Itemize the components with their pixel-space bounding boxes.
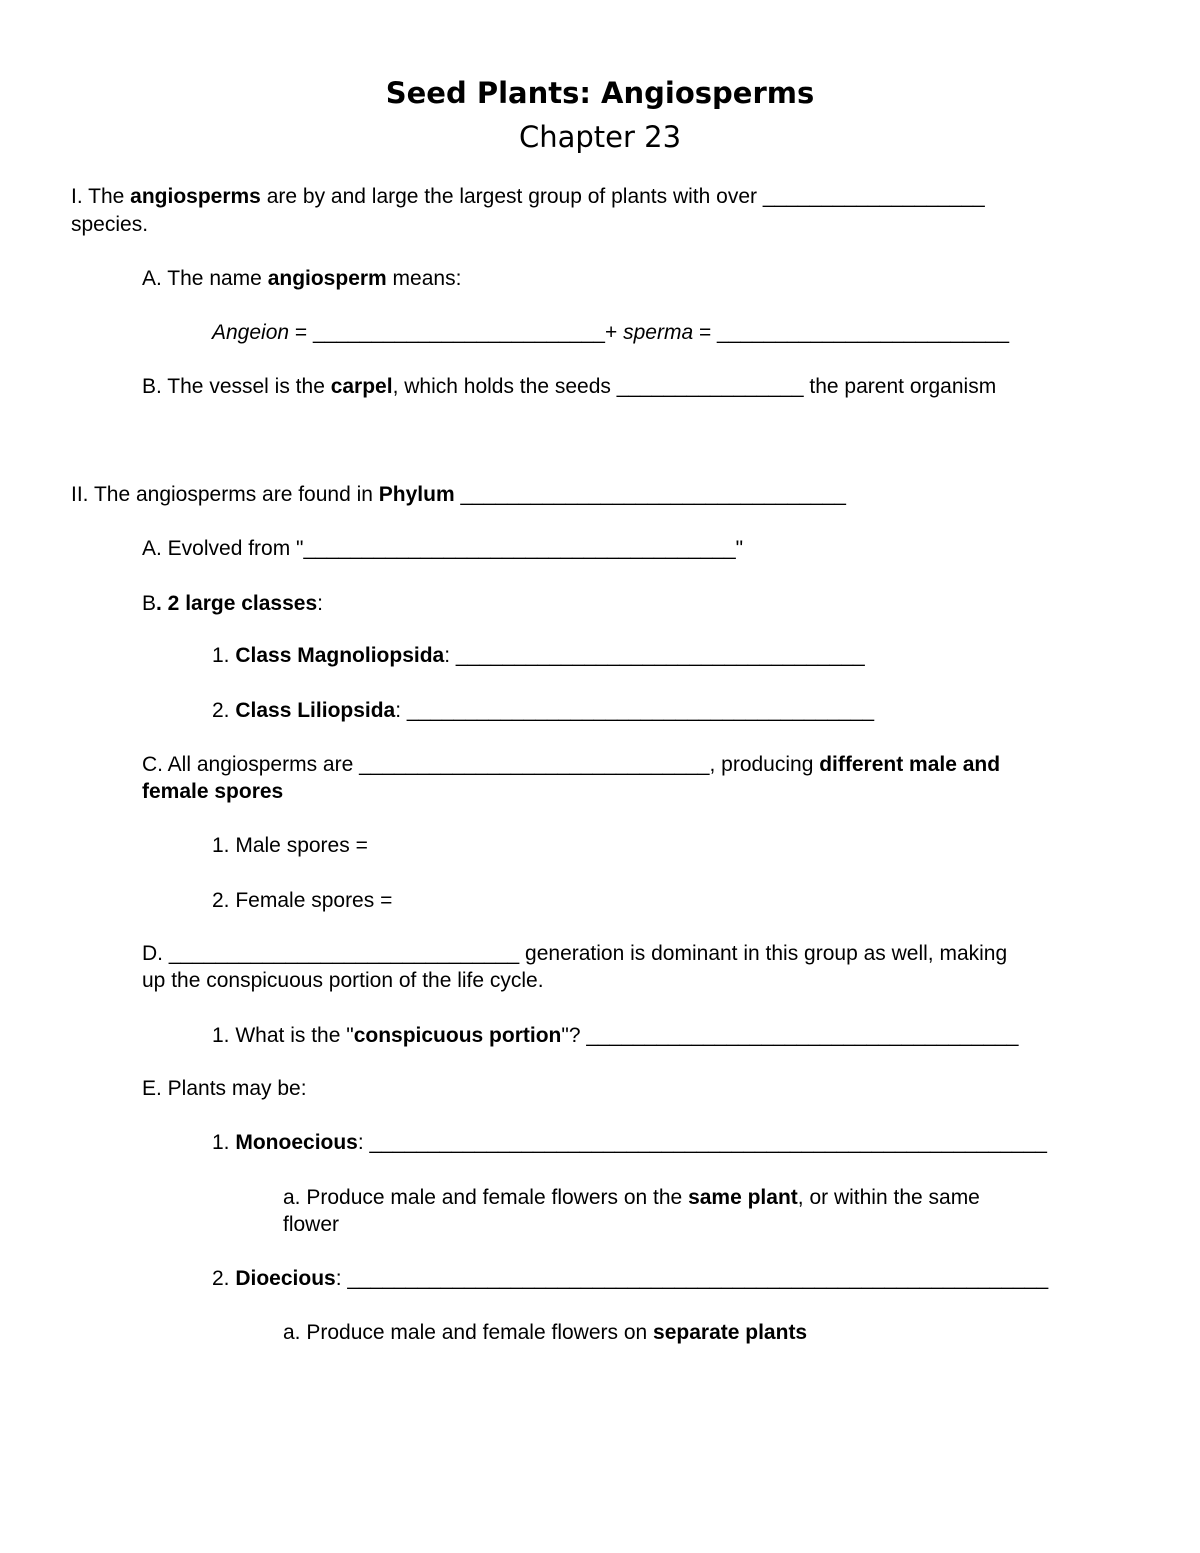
item-2-e-1-a-cont: flower [283, 1213, 340, 1236]
etymology-formula: Angeion = _________________________+ sperma = _________________________ [212, 321, 1010, 344]
section-1-line-cont: species. [71, 213, 149, 236]
item-2-d: D. ______________________________ generation is dominant in this group as well, making [142, 942, 1008, 965]
chapter-subtitle: Chapter 23 [518, 120, 682, 154]
item-2-d-1: 1. What is the "conspicuous portion"? _____________________________________ [212, 1024, 1019, 1047]
item-2-e-1: 1. Monoecious: __________________________________________________________ [212, 1131, 1047, 1154]
page-title: Seed Plants: Angiosperms [385, 76, 815, 110]
item-2-d-cont: up the conspicuous portion of the life cycle. [142, 969, 544, 992]
item-2-b: B. 2 large classes: [142, 592, 323, 615]
item-1-a: A. The name angiosperm means: [142, 267, 462, 290]
item-2-e: E. Plants may be: [142, 1077, 307, 1100]
item-2-c-cont: female spores [142, 780, 284, 803]
section-1-line: I. The angiosperms are by and large the largest group of plants with over ___________________ [71, 185, 985, 208]
item-2-b-2: 2. Class Liliopsida: ________________________________________ [212, 699, 875, 722]
item-2-b-1: 1. Class Magnoliopsida: ___________________________________ [212, 644, 865, 667]
item-2-e-2: 2. Dioecious: ____________________________________________________________ [212, 1267, 1049, 1290]
item-2-e-2-a: a. Produce male and female flowers on separate plants [283, 1321, 808, 1344]
item-2-c-2: 2. Female spores = [212, 889, 393, 912]
item-2-e-1-a: a. Produce male and female flowers on the same plant, or within the same [283, 1186, 980, 1209]
item-2-a: A. Evolved from "_____________________________________" [142, 537, 744, 560]
item-1-b: B. The vessel is the carpel, which holds the seeds ________________ the parent organism [142, 375, 997, 398]
item-2-c-1: 1. Male spores = [212, 834, 368, 857]
item-2-c: C. All angiosperms are ______________________________, producing different male and [142, 753, 1001, 776]
section-2-line: II. The angiosperms are found in Phylum _________________________________ [71, 483, 846, 506]
